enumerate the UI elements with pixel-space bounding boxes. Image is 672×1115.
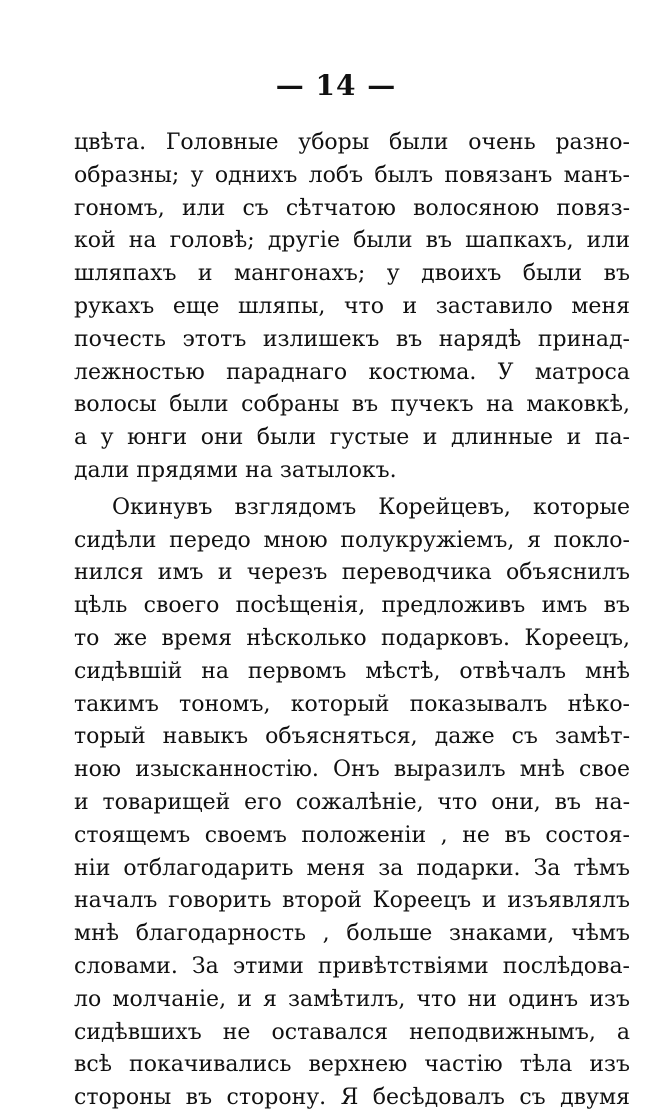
- text-line: словами. За этими привѣтствіями послѣдова-: [74, 953, 630, 979]
- paragraph: [74, 492, 630, 1115]
- text-line: дали прядями на затылокъ.: [74, 457, 397, 483]
- text-line: а у юнги они были густые и длинные и па-: [74, 425, 630, 451]
- text-line: образны; у однихъ лобъ былъ повязанъ манъ-: [74, 162, 630, 188]
- text-line: началъ говорить второй Кореецъ и изъявлялъ: [74, 888, 630, 914]
- text-line: стороны въ сторону. Я бесѣдовалъ съ двумя: [74, 1085, 630, 1111]
- text-line: гономъ, или съ сѣтчатою волосяною повяз-: [74, 195, 630, 221]
- text-line: цвѣта. Головные уборы были очень разно-: [74, 130, 630, 155]
- text-line: такимъ тономъ, который показывалъ нѣко-: [74, 691, 630, 717]
- page-number: — 14 —: [275, 69, 397, 102]
- text-line: ло молчаніе, и я замѣтилъ, что ни одинъ изъ: [74, 986, 630, 1012]
- text-line: торый навыкъ объясняться, даже съ замѣт-: [74, 724, 630, 750]
- paragraph: [74, 127, 630, 488]
- text-line: сидѣли передо мною полукружіемъ, я покло-: [74, 527, 630, 553]
- text-line: почесть этотъ излишекъ въ нарядѣ принад-: [74, 326, 630, 352]
- text-line: то же время нѣсколько подарковъ. Кореецъ,: [74, 625, 630, 651]
- text-line: цѣль своего посѣщенія, предложивъ имъ въ: [74, 593, 630, 619]
- text-line: шляпахъ и мангонахъ; у двоихъ были въ: [74, 261, 630, 287]
- text-line: нился имъ и черезъ переводчика объяснилъ: [74, 560, 630, 586]
- text-line: и товарищей его сожалѣніе, что они, въ на-: [74, 789, 630, 815]
- text-line: сидѣвшій на первомъ мѣстѣ, отвѣчалъ мнѣ: [74, 658, 630, 684]
- text-line: Окинувъ взглядомъ Корейцевъ, которые: [112, 494, 630, 520]
- text-line: рукахъ еще шляпы, что и заставило меня: [74, 293, 630, 319]
- text-line: мнѣ благодарность , больше знаками, чѣмъ: [74, 921, 630, 947]
- text-line: лежностью параднаго костюма. У матроса: [74, 359, 630, 385]
- text-line: ною изысканностію. Онъ выразилъ мнѣ свое: [74, 757, 630, 783]
- text-line: ніи отблагодарить меня за подарки. За тѣмъ: [74, 855, 630, 881]
- text-line: волосы были собраны въ пучекъ на маковкѣ,: [74, 392, 630, 418]
- text-line: сидѣвшихъ не оставался неподвижнымъ, а: [74, 1019, 630, 1045]
- body-text: [74, 127, 630, 1115]
- text-line: кой на головѣ; другіе были въ шапкахъ, или: [74, 228, 630, 254]
- text-line: стоящемъ своемъ положеніи , не въ состоя-: [74, 822, 630, 848]
- text-line: всѣ покачивались верхнею частію тѣла изъ: [74, 1052, 630, 1078]
